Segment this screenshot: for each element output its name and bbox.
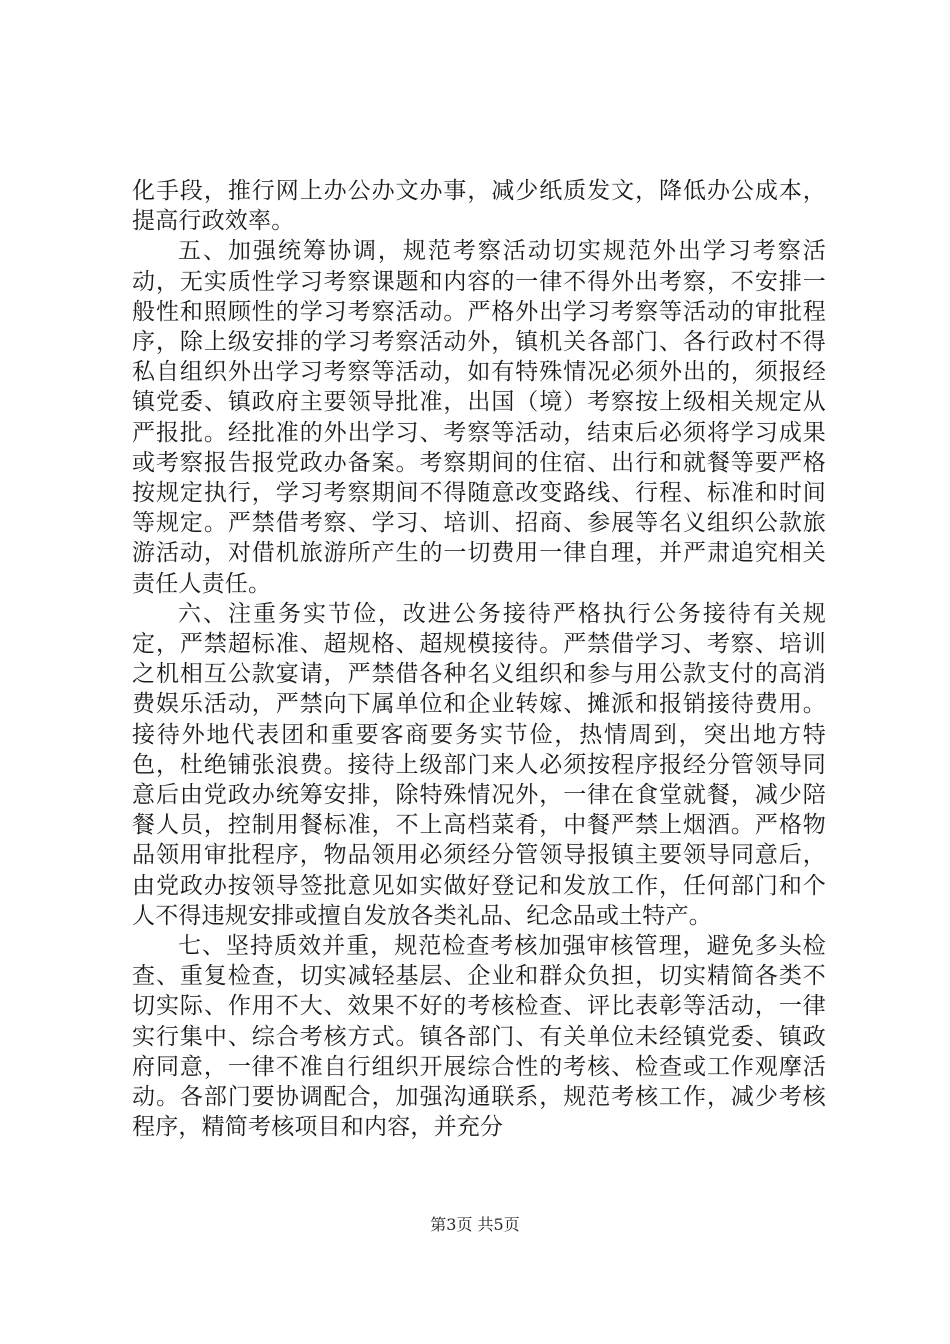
page-number-footer: 第3页 共5页: [430, 1215, 520, 1234]
paragraph-section-6: 六、注重务实节俭，改进公务接待严格执行公务接待有关规定，严禁超标准、超规格、超规模接待。严禁借学习、考察、培训之机相互公款宴请，严禁借各种名义组织和参与用公款支付的高消费娱乐活动，严禁向下属单位和企业转嫁、摊派和报销接待费用。接待外地代表团和重要客商要务实节俭，热情周到，突出地方特色，杜绝铺张浪费。接待上级部门来人必须按程序报经分管领导同意后由党政办统筹安排，除特殊情况外，一律在食堂就餐，减少陪餐人员，控制用餐标准，不上高档菜肴，中餐严禁上烟酒。严格物品领用审批程序，物品领用必须经分管领导报镇主要领导同意后，由党政办按领导签批意见如实做好登记和发放工作，任何部门和个人不得违规安排或擅自发放各类礼品、纪念品或土特产。: [132, 600, 826, 929]
document-body: [132, 176, 826, 1143]
paragraph-section-7: 七、坚持质效并重，规范检查考核加强审核管理，避免多头检查、重复检查，切实减轻基层、企业和群众负担，切实精简各类不切实际、作用不大、效果不好的考核检查、评比表彰等活动，一律实行集中、综合考核方式。镇各部门、有关单位未经镇党委、镇政府同意，一律不准自行组织开展综合性的考核、检查或工作观摩活动。各部门要协调配合，加强沟通联系，规范考核工作，减少考核程序，精简考核项目和内容，并充分: [132, 933, 826, 1141]
paragraph-continuation: 化手段，推行网上办公办文办事，减少纸质发文，降低办公成本，提高行政效率。: [132, 178, 826, 235]
paragraph-section-5: 五、加强统筹协调，规范考察活动切实规范外出学习考察活动，无实质性学习考察课题和内容的一律不得外出考察，不安排一般性和照顾性的学习考察活动。严格外出学习考察等活动的审批程序，除上级安排的学习考察活动外，镇机关各部门、各行政村不得私自组织外出学习考察等活动，如有特殊情况必须外出的，须报经镇党委、镇政府主要领导批准，出国（境）考察按上级相关规定从严报批。经批准的外出学习、考察等活动，结束后必须将学习成果或考察报告报党政办备案。考察期间的住宿、出行和就餐等要严格按规定执行，学习考察期间不得随意改变路线、行程、标准和时间等规定。严禁借考察、学习、培训、招商、参展等名义组织公款旅游活动，对借机旅游所产生的一切费用一律自理，并严肃追究相关责任人责任。: [132, 238, 826, 597]
